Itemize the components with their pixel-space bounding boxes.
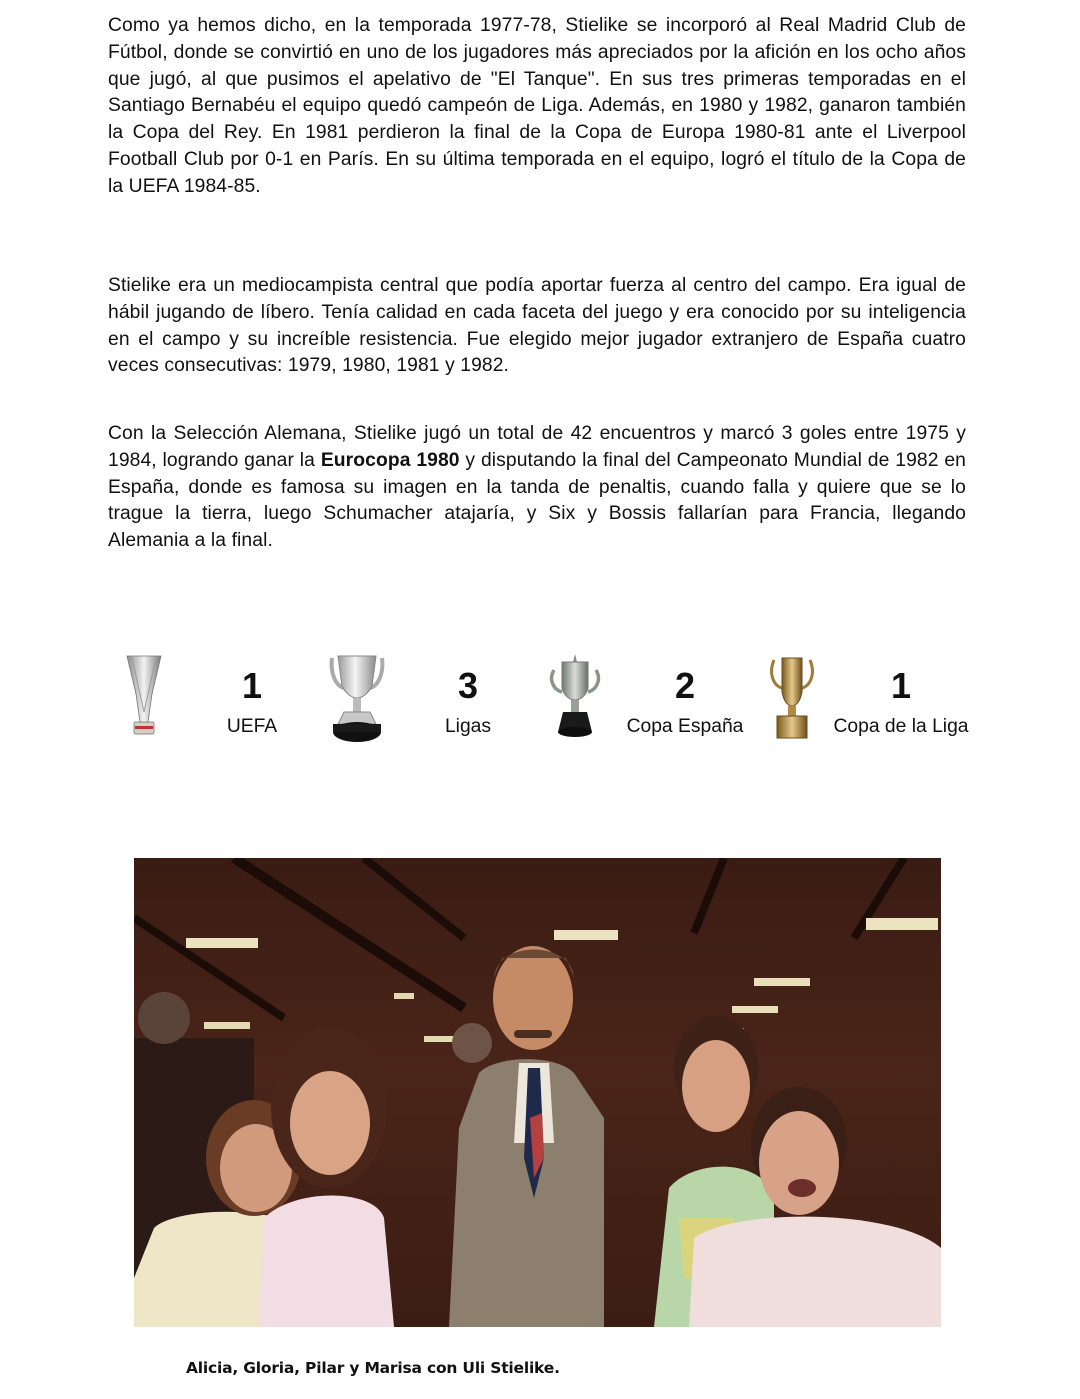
uefa-cup-trophy-icon <box>124 652 164 738</box>
group-photo-illustration <box>134 858 941 1327</box>
eurocopa-highlight: Eurocopa 1980 <box>320 449 460 471</box>
uefa-count: 1 <box>241 665 263 706</box>
group-photo <box>134 858 941 1327</box>
copa-espana-label: Copa España <box>626 716 744 737</box>
paragraph-player-profile: Stielike era un mediocampista central que podía aportar fuerza al centro del campo. Era igual de hábil jugando de líbero. Tenía calidad en cada faceta del juego y era conocido por su inteligencia en el campo y su increíble resistencia. Fue elegido mejor jugador extranjero de España cuatro veces consecutivas: 1979, 1980, 1981 y 1982. <box>108 275 966 377</box>
liga-trophy-icon <box>328 652 386 744</box>
copa-liga-count: 1 <box>890 665 912 706</box>
trophy-summary <box>120 652 980 748</box>
ligas-count: 3 <box>457 665 479 706</box>
uefa-label: UEFA <box>226 716 278 737</box>
copa-liga-trophy-icon <box>768 652 816 740</box>
copa-espana-trophy-icon <box>548 652 602 738</box>
p3-text-start: Con la Selección Alemana, Stielike jugó un total de 42 encuentros y marcó 3 goles entre 1975 y 1984, logrando ganar la <box>108 423 966 471</box>
photo-caption: Alicia, Gloria, Pilar y Marisa con Uli Stielike. <box>186 1359 560 1377</box>
copa-liga-label: Copa de la Liga <box>833 716 969 737</box>
copa-espana-count: 2 <box>674 665 696 706</box>
ligas-label: Ligas <box>444 716 492 737</box>
paragraph-real-madrid: Como ya hemos dicho, en la temporada 1977-78, Stielike se incorporó al Real Madrid Club de Fútbol, donde se convirtió en uno de los jugadores más apreciados por la afición en los ocho años que jugó, al que pusimos el apelativo de "El Tanque". En sus tres primeras temporadas en el Santiago Bernabéu el equipo quedó campeón de Liga. Además, en 1980 y 1982, ganaron también la Copa del Rey. En 1981 perdieron la final de la Copa de Europa 1980-81 ante el Liverpool Football Club por 0-1 en París. En su última temporada en el equipo, logró el título de la Copa de la UEFA 1984-85. <box>108 15 966 197</box>
paragraph-national-team <box>108 421 966 555</box>
p3-text-end: y disputando la final del Campeonato Mundial de 1982 en España, donde es famosa su imagen en la tanda de penaltis, cuando falla y quiere que se lo trague la tierra, luego Schumacher atajaría, y Six y Bossis fallarían para Francia, llegando Alemania a la final. <box>108 449 966 552</box>
